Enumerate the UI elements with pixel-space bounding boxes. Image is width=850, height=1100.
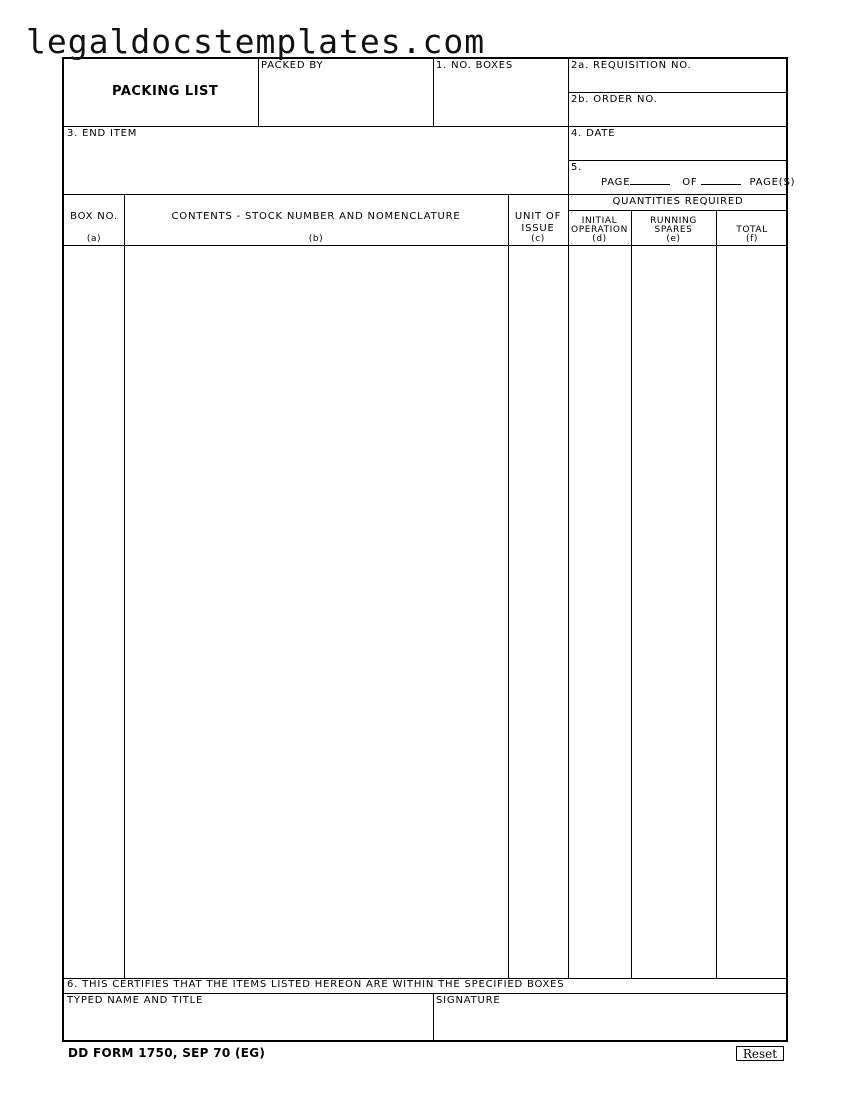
divider (568, 160, 788, 161)
divider (64, 245, 788, 246)
divider (568, 92, 788, 93)
packed-by-field[interactable] (260, 73, 430, 125)
packed-by-label: PACKED BY (261, 60, 324, 71)
page-number-label: 5. (571, 162, 583, 173)
contents-column[interactable] (126, 247, 507, 977)
order-label: 2b. ORDER NO. (571, 94, 658, 105)
contents-header: CONTENTS - STOCK NUMBER AND NOMENCLATURE (171, 211, 461, 222)
page-line (601, 176, 795, 188)
reset-button[interactable]: Reset (736, 1046, 784, 1061)
end-item-field[interactable] (66, 141, 564, 193)
pages-label: PAGE(S) (749, 177, 796, 188)
divider (64, 194, 788, 195)
typed-name-field[interactable] (66, 1008, 430, 1040)
divider (568, 59, 569, 195)
date-field[interactable] (570, 141, 786, 159)
column-divider (508, 194, 509, 978)
page-label: PAGE (601, 177, 631, 188)
quantities-required-label: QUANTITIES REQUIRED (612, 196, 744, 207)
of-label: OF (682, 177, 698, 188)
requisition-label: 2a. REQUISITION NO. (571, 60, 692, 71)
watermark-text: legaldocstemplates.com (26, 22, 486, 61)
running-spares-column[interactable] (633, 247, 715, 977)
no-boxes-label: 1. NO. BOXES (436, 60, 514, 71)
initial-header: INITIAL (581, 216, 618, 226)
end-item-label: 3. END ITEM (67, 128, 138, 139)
box-no-column[interactable] (65, 247, 123, 977)
unit-letter: (c) (531, 234, 545, 244)
spares-header: SPARES (654, 225, 693, 235)
column-divider (716, 210, 717, 978)
total-letter: (f) (746, 234, 758, 244)
signature-field[interactable] (435, 1008, 785, 1040)
contents-letter: (b) (308, 234, 324, 244)
divider (64, 993, 788, 994)
initial-letter: (d) (592, 234, 607, 244)
page-field[interactable] (630, 176, 670, 185)
certification-statement: 6. THIS CERTIFIES THAT THE ITEMS LISTED HEREON ARE WITHIN THE SPECIFIED BOXES (67, 979, 565, 990)
running-header: RUNNING (650, 216, 697, 226)
form-identifier: DD FORM 1750, SEP 70 (EG) (68, 1046, 266, 1060)
divider (433, 59, 434, 127)
order-field[interactable] (570, 107, 786, 125)
column-divider (124, 194, 125, 978)
operation-header: OPERATION (571, 225, 628, 235)
no-boxes-field[interactable] (435, 73, 565, 125)
divider (64, 126, 788, 127)
signature-label: SIGNATURE (436, 995, 501, 1006)
divider (568, 210, 788, 211)
date-label: 4. DATE (571, 128, 616, 139)
box-no-letter: (a) (86, 234, 102, 244)
running-letter: (e) (666, 234, 681, 244)
typed-name-label: TYPED NAME AND TITLE (67, 995, 204, 1006)
issue-header: ISSUE (521, 223, 555, 234)
packing-list-form (62, 57, 796, 1042)
form-title: PACKING LIST (112, 84, 219, 99)
divider (433, 993, 434, 1042)
box-no-header: BOX NO. (70, 211, 118, 222)
unit-of-issue-column[interactable] (510, 247, 567, 977)
requisition-field[interactable] (570, 73, 786, 91)
initial-operation-column[interactable] (570, 247, 630, 977)
column-divider (568, 194, 569, 978)
unit-of-header: UNIT OF (514, 211, 562, 222)
of-field[interactable] (701, 176, 741, 185)
total-header: TOTAL (736, 225, 768, 235)
column-divider (631, 210, 632, 978)
divider (258, 59, 259, 127)
total-column[interactable] (718, 247, 787, 977)
